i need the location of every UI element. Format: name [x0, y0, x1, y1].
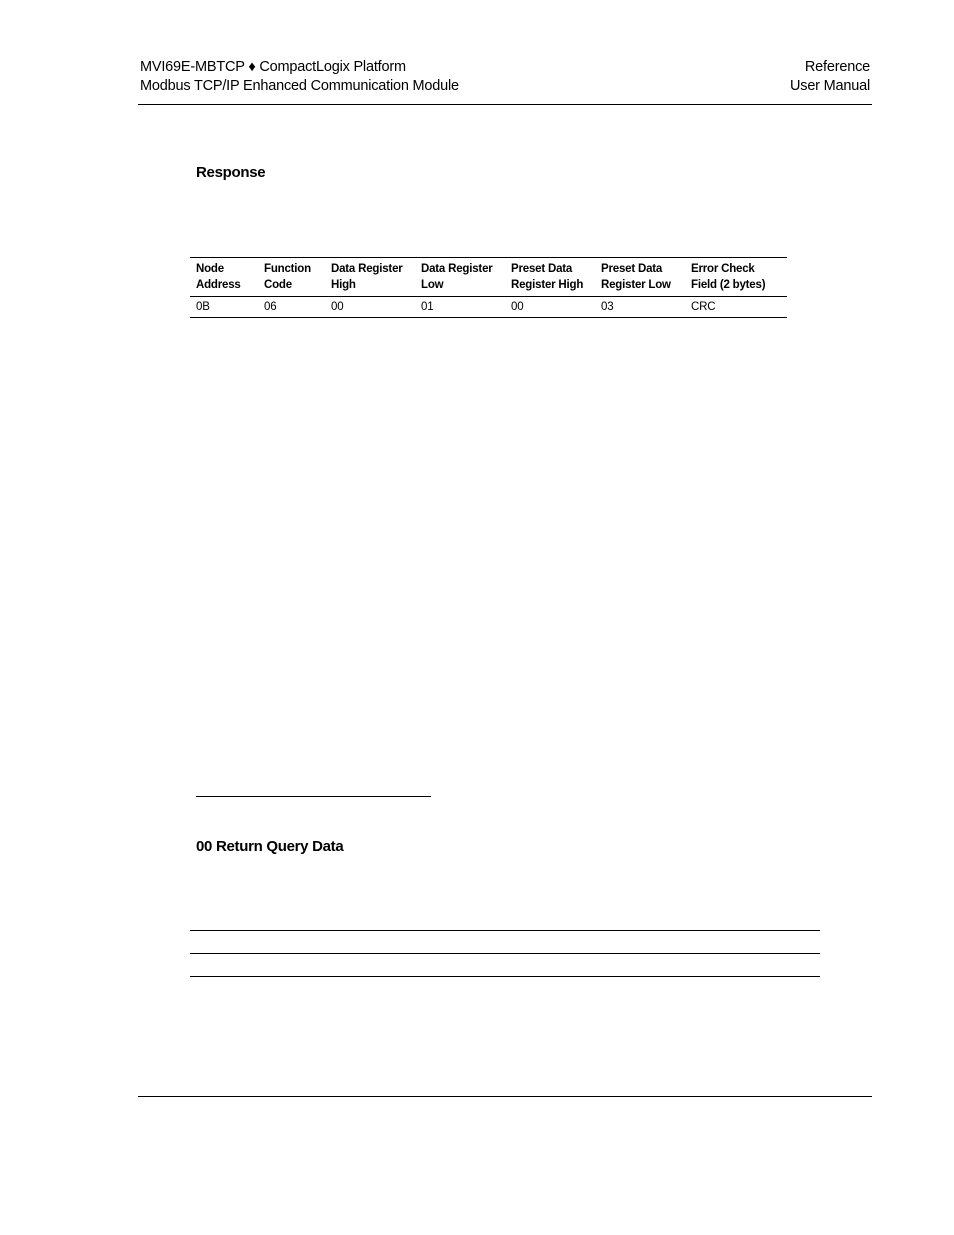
column-header-line: Function: [264, 263, 311, 275]
footer-divider: [138, 1096, 872, 1097]
table-cell: 03: [595, 297, 685, 318]
header-right: [790, 58, 870, 96]
column-header-line: High: [331, 279, 356, 291]
column-header-line: Data Register: [331, 263, 403, 275]
table-row: [190, 297, 787, 318]
column-header-line: Code: [264, 279, 292, 291]
table-cell: 06: [258, 297, 325, 318]
table-rule-bottom: [190, 976, 820, 977]
column-header: [415, 258, 505, 297]
table-cell: CRC: [685, 297, 787, 318]
response-heading: Response: [196, 164, 266, 181]
table-cell: 00: [505, 297, 595, 318]
table-header-row: [190, 258, 787, 297]
column-header-line: Address: [196, 279, 241, 291]
header-left: [140, 58, 459, 96]
footnote-separator: [196, 796, 431, 797]
table-cell: 0B: [190, 297, 258, 318]
column-header-line: Field (2 bytes): [691, 279, 766, 291]
column-header-line: Data Register: [421, 263, 493, 275]
column-header-line: Register Low: [601, 279, 671, 291]
table-rule-middle: [190, 953, 820, 954]
column-header: [505, 258, 595, 297]
column-header: [258, 258, 325, 297]
table-cell: 00: [325, 297, 415, 318]
table-cell: 01: [415, 297, 505, 318]
column-header: [685, 258, 787, 297]
response-table: [190, 257, 787, 318]
column-header: [190, 258, 258, 297]
header-divider: [138, 104, 872, 105]
column-header-line: Preset Data: [601, 263, 663, 275]
header-section-name: Reference: [804, 59, 870, 75]
header-product-title: MVI69E-MBTCP ♦ CompactLogix Platform: [140, 59, 406, 75]
page-header: [140, 58, 870, 98]
column-header-line: Node: [196, 263, 224, 275]
column-header-line: Register High: [511, 279, 584, 291]
column-header-line: Preset Data: [511, 263, 573, 275]
header-document-type: User Manual: [790, 78, 870, 94]
column-header-line: Low: [421, 279, 444, 291]
return-query-heading: 00 Return Query Data: [196, 838, 344, 855]
table-rule-top: [190, 930, 820, 931]
column-header: [595, 258, 685, 297]
column-header-line: Error Check: [691, 263, 755, 275]
header-product-subtitle: Modbus TCP/IP Enhanced Communication Module: [140, 78, 459, 94]
column-header: [325, 258, 415, 297]
